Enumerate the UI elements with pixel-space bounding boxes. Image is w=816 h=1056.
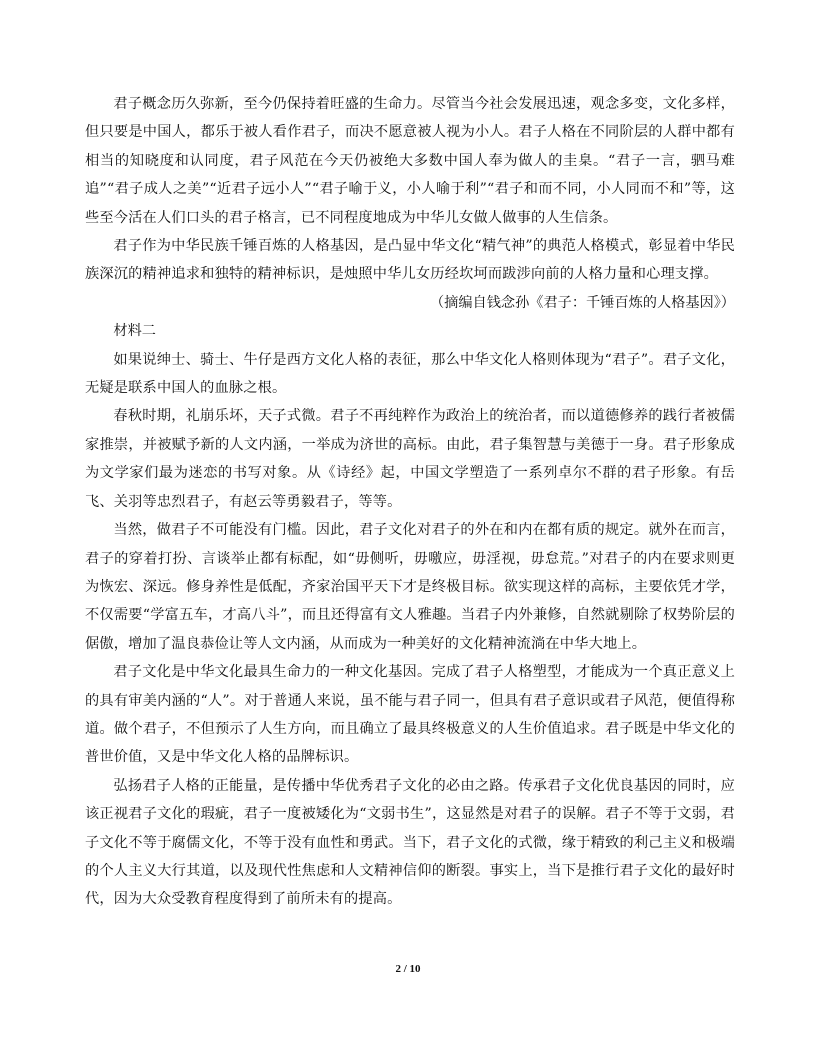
paragraph: 春秋时期，礼崩乐坏，天子式微。君子不再纯粹作为政治上的统治者，而以道德修养的践行者被儒家推崇，并被赋予新的人文内涵，一举成为济世的高标。由此，君子集智慧与美德于一身。君子形象成为文学家们最为迷恋的书写对象。从《诗经》起，中国文学塑造了一系列卓尔不群的君子形象。有岳飞、关羽等忠烈君子，有赵云等勇毅君子，等等。 — [85, 408, 735, 510]
section-heading: 材料二 — [113, 323, 156, 340]
paragraph: 当然，做君子不可能没有门槛。因此，君子文化对君子的外在和内在都有质的规定。就外在而言，君子的穿着打扮、言谈举止都有标配，如“毋侧听，毋噭应，毋淫视，毋怠荒。”对君子的内在要求则更为恢宏、深远。修身养性是低配，齐家治国平天下才是终极目标。欲实现这样的高标，主要依凭才学，不仅需要“学富五车，才高八斗”，而且还得富有文人雅趣。当君子内外兼修，自然就剔除了权势阶层的倨傲，增加了温良恭俭让等人文内涵，从而成为一种美好的文化精神流淌在中华大地上。 — [85, 522, 735, 652]
page-number: 2 / 10 — [395, 963, 421, 975]
paragraph: 弘扬君子人格的正能量，是传播中华优秀君子文化的必由之路。传承君子文化优良基因的同时，应该正视君子文化的瑕疵，君子一度被矮化为“文弱书生”，这显然是对君子的误解。君子不等于文弱，君子文化不等于腐儒文化，不等于没有血性和勇武。当下，君子文化的式微，缘于精致的利己主义和极端的个人主义大行其道，以及现代性焦虑和人文精神信仰的断裂。事实上，当下是推行君子文化的最好时代，因为大众受教育程度得到了前所未有的提高。 — [85, 777, 735, 908]
source-citation: （摘编自钱念孙《君子：千锤百炼的人格基因》） — [429, 294, 735, 311]
document-body — [85, 90, 735, 914]
paragraph: 君子作为中华民族千锤百炼的人格基因，是凸显中华文化“精气神”的典范人格模式，彰显着中华民族深沉的精神追求和独特的精神标识，是烛照中华儿女历经坎坷而跋涉向前的人格力量和心理支撑。 — [85, 238, 735, 283]
paragraph: 如果说绅士、骑士、牛仔是西方文化人格的表征，那么中华文化人格则体现为“君子”。君子文化，无疑是联系中国人的血脉之根。 — [85, 351, 735, 397]
paragraph: 君子文化是中华文化最具生命力的一种文化基因。完成了君子人格塑型，才能成为一个真正意义上的具有审美内涵的“人”。对于普通人来说，虽不能与君子同一，但具有君子意识或君子风范，便值得称道。做个君子，不但预示了人生方向，而且确立了最具终极意义的人生价值追求。君子既是中华文化的普世价值，又是中华文化人格的品牌标识。 — [85, 664, 735, 766]
paragraph: 君子概念历久弥新，至今仍保持着旺盛的生命力。尽管当今社会发展迅速，观念多变，文化多样，但只要是中国人，都乐于被人看作君子，而决不愿意被人视为小人。君子人格在不同阶层的人群中都有相当的知晓度和认同度，君子风范在今天仍被绝大多数中国人奉为做人的圭臬。“君子一言，驷马难追”“君子成人之美”“近君子远小人”“君子喻于义，小人喻于利”“君子和而不同，小人同而不和”等，这些至今活在人们口头的君子格言，已不同程度地成为中华儿女做人做事的人生信条。 — [85, 96, 735, 226]
